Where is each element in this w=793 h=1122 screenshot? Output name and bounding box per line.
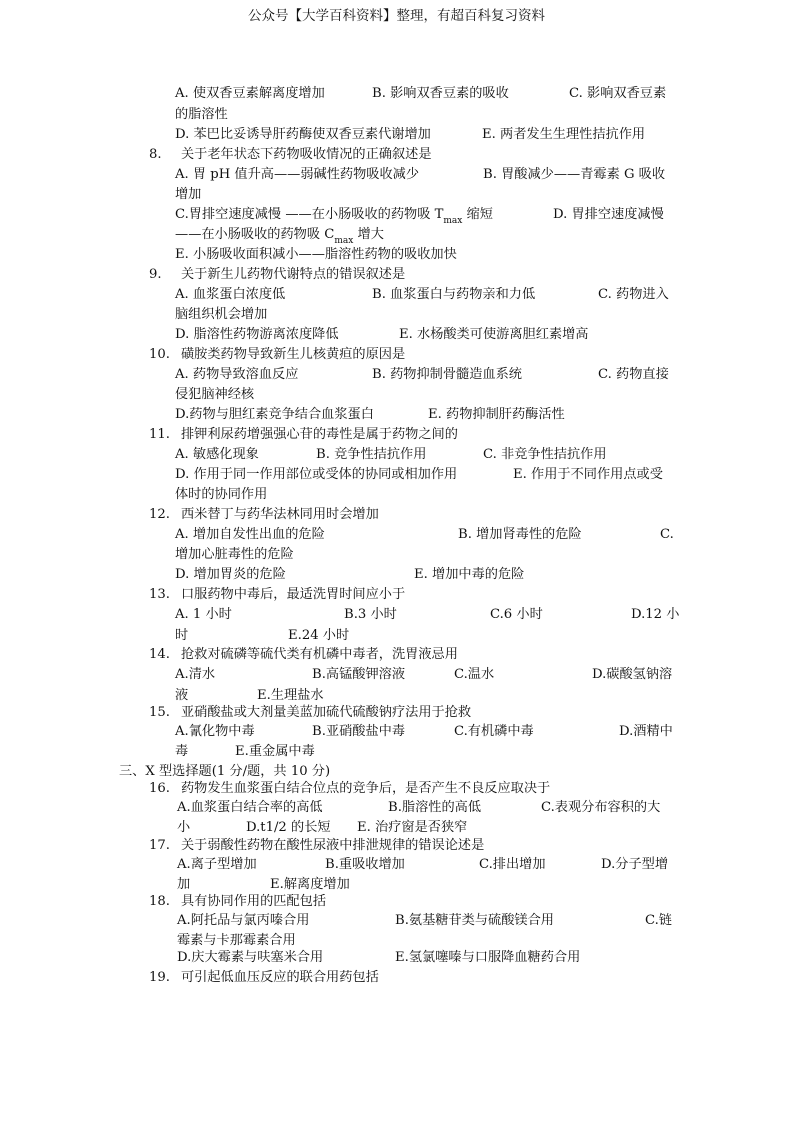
option-b: B.脂溶性的高低 xyxy=(388,800,482,815)
option-a: A. 增加自发性出血的危险 xyxy=(175,527,325,542)
question-stem: 抢救对硫磷等硫代类有机磷中毒者，洗胃液忌用 xyxy=(181,647,458,662)
question-stem: 关于老年状态下药物吸收情况的正确叙述是 xyxy=(181,147,432,162)
option-c: C.温水 xyxy=(454,667,495,682)
question-number: 10. xyxy=(149,347,170,362)
option-d-cont xyxy=(175,227,384,244)
option-b: B. 胃酸减少——青霉素 G 吸收 xyxy=(483,167,666,182)
question-stem: 西米替丁与药华法林同用时会增加 xyxy=(181,507,379,522)
option-e: E. 治疗窗是否狭窄 xyxy=(357,820,468,835)
option-b: B.重吸收增加 xyxy=(325,857,405,872)
option-e: E.重金属中毒 xyxy=(235,744,315,759)
option-c-cont: 侵犯脑神经核 xyxy=(175,387,255,402)
question-stem: 亚硝酸盐或大剂量美蓝加硫代硫酸钠疗法用于抢救 xyxy=(181,705,472,720)
option-c: C.链 xyxy=(645,913,672,928)
option-d: D.酒精中 xyxy=(619,724,673,739)
option-a: A. 1 小时 xyxy=(175,607,232,622)
section-heading: 三、X 型选择题(1 分/题，共 10 分) xyxy=(119,764,331,779)
option-b: B. 血浆蛋白与药物亲和力低 xyxy=(372,287,536,302)
option-c: C.有机磷中毒 xyxy=(454,724,534,739)
option-e: E.解离度增加 xyxy=(270,877,350,892)
option-c: C.表观分布容积的大 xyxy=(541,800,661,815)
option-a: A.氰化物中毒 xyxy=(175,724,255,739)
option-c: C.排出增加 xyxy=(479,857,546,872)
question-stem: 磺胺类药物导致新生儿核黄疸的原因是 xyxy=(181,347,406,362)
option-c: C.6 小时 xyxy=(490,607,543,622)
question-stem: 可引起低血压反应的联合用药包括 xyxy=(181,970,379,985)
subscript: max xyxy=(443,216,463,226)
question-number: 16. xyxy=(149,781,170,796)
option-d: D. 脂溶性药物游离浓度降低 xyxy=(175,327,339,342)
question-number: 11. xyxy=(149,427,170,442)
option-a: A.血浆蛋白结合率的高低 xyxy=(177,800,323,815)
option-b: B.高锰酸钾溶液 xyxy=(312,667,406,682)
option-a: A. 胃 pH 值升高——弱碱性药物吸收减少 xyxy=(175,167,420,182)
option-b-cont: 增加 xyxy=(175,187,202,202)
option-b: B. 竞争性拮抗作用 xyxy=(316,447,427,462)
question-number: 14. xyxy=(149,647,170,662)
option-e: E.生理盐水 xyxy=(257,688,324,703)
question-stem: 排钾利尿药增强强心苷的毒性是属于药物之间的 xyxy=(181,427,458,442)
question-number: 12. xyxy=(149,507,170,522)
option-b: B. 增加肾毒性的危险 xyxy=(458,527,582,542)
option-d: D.分子型增 xyxy=(601,857,669,872)
option-e: E. 小肠吸收面积减小——脂溶性药物的吸收加快 xyxy=(175,247,457,262)
option-d: D. 胃排空速度减慢 xyxy=(553,207,664,222)
question-stem: 关于新生儿药物代谢特点的错误叙述是 xyxy=(181,267,406,282)
option-e: E. 增加中毒的危险 xyxy=(414,567,525,582)
question-number: 9. xyxy=(149,267,162,282)
option-d-text-end: 增大 xyxy=(357,227,384,242)
option-d-cont: 毒 xyxy=(175,744,189,759)
option-c: C. 药物进入 xyxy=(598,287,669,302)
option-c-cont: 小 xyxy=(177,820,191,835)
question-number: 13. xyxy=(149,587,170,602)
question-stem: 关于弱酸性药物在酸性尿液中排泄规律的错误论述是 xyxy=(181,838,485,853)
option-d: D.药物与胆红素竞争结合血浆蛋白 xyxy=(175,407,374,422)
option-d: D.12 小 xyxy=(631,607,680,622)
option-c: C. xyxy=(660,527,674,542)
option-a: A. 敏感化现象 xyxy=(175,447,259,462)
question-stem: 口服药物中毒后，最适洗胃时间应小于 xyxy=(181,587,406,602)
question-number: 17. xyxy=(149,838,170,853)
option-b: B.3 小时 xyxy=(344,607,397,622)
question-stem: 药物发生血浆蛋白结合位点的竞争后，是否产生不良反应取决于 xyxy=(181,781,551,796)
option-a: A. 使双香豆素解离度增加 xyxy=(175,86,325,101)
option-c-text-end: 缩短 xyxy=(466,207,493,222)
option-c: C. 非竞争性拮抗作用 xyxy=(483,447,607,462)
option-e-cont: 体时的协同作用 xyxy=(175,487,268,502)
option-d: D.庆大霉素与呋塞米合用 xyxy=(177,950,324,965)
option-d: D.碳酸氢钠溶 xyxy=(592,667,673,682)
option-d: D. 增加胃炎的危险 xyxy=(175,567,286,582)
option-e: E.24 小时 xyxy=(288,628,350,643)
option-a: A. 药物导致溶血反应 xyxy=(175,367,299,382)
question-number: 18. xyxy=(149,894,170,909)
option-d-cont: 时 xyxy=(175,628,189,643)
option-c xyxy=(175,207,493,224)
option-e: E. 作用于不同作用点或受 xyxy=(513,467,663,482)
option-c: C. 药物直接 xyxy=(598,367,669,382)
option-d: D. 作用于同一作用部位或受体的协同或相加作用 xyxy=(175,467,458,482)
subscript: max xyxy=(334,236,354,246)
option-e: E. 水杨酸类可使游离胆红素增高 xyxy=(399,327,589,342)
option-e: E.氢氯噻嗪与口服降血糖药合用 xyxy=(395,950,581,965)
option-c-cont: 霉素与卡那霉素合用 xyxy=(177,933,296,948)
option-a: A.清水 xyxy=(175,667,216,682)
option-c-cont: 的脂溶性 xyxy=(175,107,228,122)
option-b: B. 药物抑制骨髓造血系统 xyxy=(372,367,522,382)
option-b: B.氨基糖苷类与硫酸镁合用 xyxy=(395,913,554,928)
question-number: 15. xyxy=(149,705,170,720)
option-d-cont: 加 xyxy=(177,877,191,892)
option-d-text: ——在小肠吸收的药物吸 C xyxy=(175,227,335,242)
option-d: D.t1/2 的长短 xyxy=(246,820,331,835)
question-number: 8. xyxy=(149,147,162,162)
option-d-cont: 液 xyxy=(175,688,189,703)
option-b: B. 影响双香豆素的吸收 xyxy=(372,86,509,101)
page-header: 公众号【大学百科资料】整理，有超百科复习资料 xyxy=(248,8,545,24)
option-e: E. 两者发生生理性拮抗作用 xyxy=(482,127,646,142)
option-a: A.离子型增加 xyxy=(177,857,257,872)
option-c-cont: 增加心脏毒性的危险 xyxy=(175,547,294,562)
option-c-text: C.胃排空速度减慢 ——在小肠吸收的药物吸 T xyxy=(175,207,444,222)
question-stem: 具有协同作用的匹配包括 xyxy=(181,894,327,909)
option-a: A. 血浆蛋白浓度低 xyxy=(175,287,286,302)
option-e: E. 药物抑制肝药酶活性 xyxy=(428,407,565,422)
option-a: A.阿托品与氯丙嗪合用 xyxy=(177,913,310,928)
option-c-cont: 脑组织机会增加 xyxy=(175,307,268,322)
option-d: D. 苯巴比妥诱导肝药酶使双香豆素代谢增加 xyxy=(175,127,431,142)
option-c: C. 影响双香豆素 xyxy=(569,86,667,101)
option-b: B.亚硝酸盐中毒 xyxy=(312,724,406,739)
question-number: 19. xyxy=(149,970,170,985)
